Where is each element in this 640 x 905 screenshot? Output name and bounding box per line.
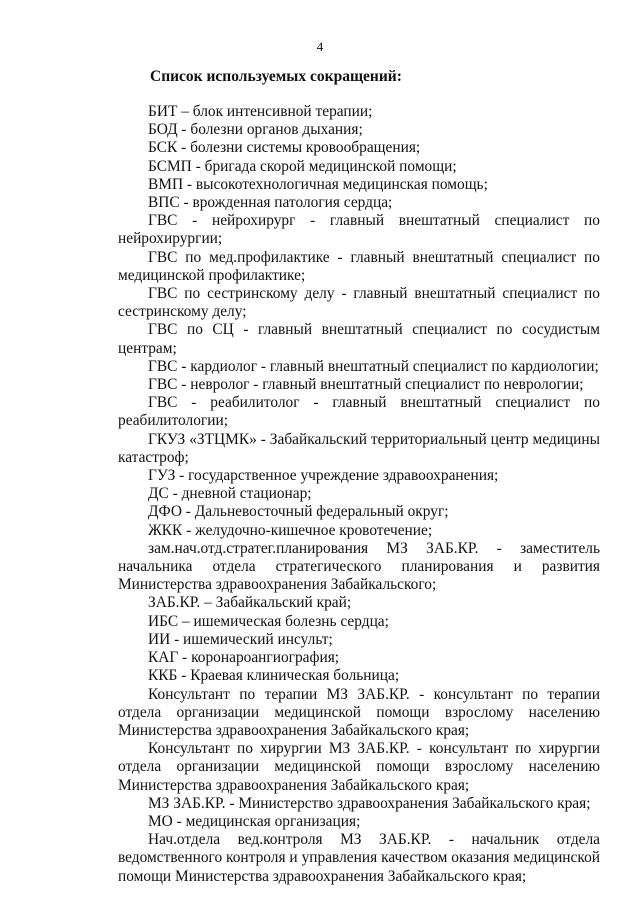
list-item: Нач.отдела вед.контроля МЗ ЗАБ.КР. - начальник отдела ведомственного контроля и управления качеством оказания медицинской помощи Министерства здравоохранения Забайкальского края;: [118, 831, 600, 885]
page-number: 4: [316, 39, 324, 54]
list-item: ГВС по СЦ - главный внештатный специалист по сосудистым центрам;: [118, 321, 600, 357]
list-item: ДС - дневной стационар;: [148, 485, 312, 503]
list-item: КАГ - коронароангиография;: [148, 649, 340, 667]
list-item: ИИ - ишемический инсульт;: [148, 630, 333, 648]
list-item: ГКУЗ «ЗТЦМК» - Забайкальский территориальный центр медицины катастроф;: [118, 430, 600, 466]
list-item: ДФО - Дальневосточный федеральный округ;: [148, 503, 449, 521]
list-item: БОД - болезни органов дыхания;: [148, 121, 363, 139]
abbreviation-list: [118, 103, 600, 886]
list-item: БСК - болезни системы кровообращения;: [148, 139, 421, 157]
list-item: ЗАБ.КР. – Забайкальский край;: [148, 594, 352, 612]
list-item: ККБ - Краевая клиническая больница;: [148, 667, 400, 685]
list-item: МЗ ЗАБ.КР. - Министерство здравоохранения Забайкальского края;: [148, 794, 591, 812]
list-item: ГВС - нейрохирург - главный внештатный специалист по нейрохирургии;: [118, 212, 600, 248]
list-item: БСМП - бригада скорой медицинской помощи;: [148, 157, 457, 175]
list-item: ИБС – ишемическая болезнь сердца;: [148, 612, 389, 630]
list-item: МО - медицинская организация;: [148, 812, 361, 830]
list-item: БИТ – блок интенсивной терапии;: [148, 103, 373, 120]
list-item: ГУЗ - государственное учреждение здравоохранения;: [148, 467, 499, 485]
list-item: ЖКК - желудочно-кишечное кровотечение;: [148, 521, 433, 539]
list-item: ГВС - кардиолог - главный внештатный специалист по кардиологии;: [148, 357, 599, 375]
list-item: Консультант по хирургии МЗ ЗАБ.КР. - консультант по хирургии отдела организации медицинской помощи взрослому населению Министерства здравоохранения Забайкальского края;: [118, 740, 600, 794]
list-item: ВМП - высокотехнологичная медицинская помощь;: [148, 175, 488, 193]
list-item: ГВС по сестринскому делу - главный внештатный специалист по сестринскому делу;: [118, 285, 600, 321]
list-item: ВПС - врожденная патология сердца;: [148, 194, 393, 212]
list-item: зам.нач.отд.стратег.планирования МЗ ЗАБ.КР. - заместитель начальника отдела стратегического планирования и развития Министерства здравоохранения Забайкальского;: [118, 539, 600, 594]
list-item: ГВС - реабилитолог - главный внештатный специалист по реабилитологии;: [118, 394, 600, 430]
list-item: Консультант по терапии МЗ ЗАБ.КР. - консультант по терапии отдела организации медицинской помощи взрослому населению Министерства здравоохранения Забайкальского края;: [118, 685, 600, 739]
list-item: ГВС по мед.профилактике - главный внештатный специалист по медицинской профилактике;: [118, 248, 600, 284]
page-title: Список используемых сокращений:: [150, 68, 402, 85]
list-item: ГВС - невролог - главный внештатный специалист по неврологии;: [148, 376, 584, 394]
